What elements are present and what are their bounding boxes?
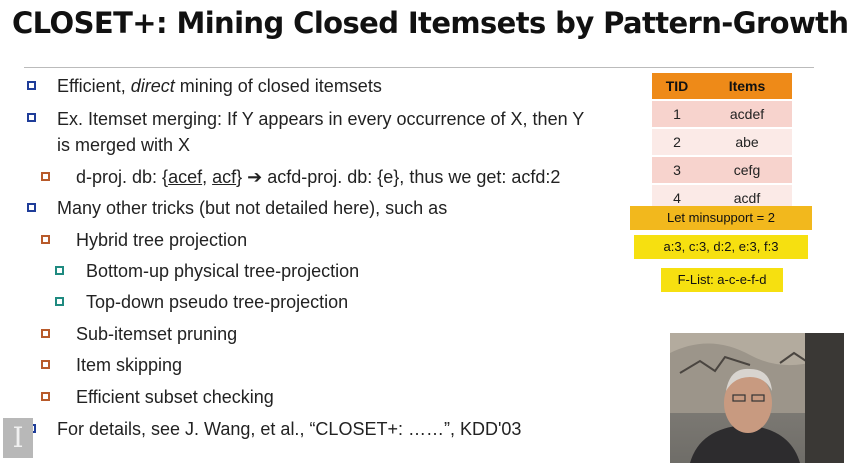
bullet-square-icon <box>55 297 64 306</box>
item-counts-box: a:3, c:3, d:2, e:3, f:3 <box>634 235 808 259</box>
bullet-square-icon <box>55 266 64 275</box>
bullet-text: } ➔ acfd-proj. db: {e}, thus we get: acfd:2 <box>236 167 561 187</box>
flist-box: F-List: a-c-e-f-d <box>661 268 783 292</box>
table-row <box>652 129 792 155</box>
bullet-square-icon <box>27 203 36 212</box>
bullet-bottom-up: Bottom-up physical tree-projection <box>86 261 360 281</box>
bullet-hybrid-tree: Hybrid tree projection <box>76 230 248 250</box>
bullet-details-ref: For details, see J. Wang, et al., “CLOSET+: ……”, KDD'03 <box>57 419 522 439</box>
cell-tid: 3 <box>652 157 702 183</box>
title-divider <box>24 67 814 68</box>
underlined-itemset: acf <box>212 167 237 187</box>
bullet-square-icon <box>27 81 36 90</box>
bullet-other-tricks: Many other tricks (but not detailed here), such as <box>57 198 448 218</box>
cell-items: cefg <box>702 157 792 183</box>
cell-items: acdef <box>702 101 792 127</box>
bullet-text: Efficient, <box>57 76 131 96</box>
bullet-square-icon <box>41 172 50 181</box>
bullet-itemset-merging-cont: is merged with X <box>57 135 191 155</box>
bullet-subset-checking: Efficient subset checking <box>76 387 274 407</box>
presenter-video <box>670 333 844 463</box>
table-header-row <box>652 73 792 99</box>
cell-tid: 4 <box>652 185 702 211</box>
bullet-emphasis: direct <box>130 76 175 96</box>
bullet-direct-mining <box>57 75 382 97</box>
bullet-text: , <box>202 167 213 187</box>
bullet-square-icon <box>27 113 36 122</box>
bullet-itemset-merging: Ex. Itemset merging: If Y appears in every occurrence of X, then Y <box>57 109 585 129</box>
col-header-items: Items <box>702 73 792 99</box>
minsupport-box: Let minsupport = 2 <box>630 206 812 230</box>
cell-tid: 2 <box>652 129 702 155</box>
underlined-itemset: acef <box>168 167 203 187</box>
cell-items: abe <box>702 129 792 155</box>
bullet-square-icon <box>41 392 50 401</box>
bullet-sub-itemset: Sub-itemset pruning <box>76 324 238 344</box>
table-row <box>652 101 792 127</box>
bullet-square-icon <box>41 360 50 369</box>
table-row <box>652 157 792 183</box>
channel-logo: I <box>3 418 33 458</box>
bullet-item-skipping: Item skipping <box>76 355 183 375</box>
bullet-top-down: Top-down pseudo tree-projection <box>86 292 349 312</box>
col-header-tid: TID <box>652 73 702 99</box>
presenter-video-frame <box>670 333 844 463</box>
slide-title: CLOSET+: Mining Closed Itemsets by Pattern-Growth <box>12 6 848 40</box>
bullet-text: mining of closed itemsets <box>174 76 382 96</box>
bullet-proj-example <box>76 166 560 188</box>
cell-tid: 1 <box>652 101 702 127</box>
bullet-text: d-proj. db: { <box>76 167 169 187</box>
bullet-square-icon <box>41 235 50 244</box>
cell-items: acdf <box>702 185 792 211</box>
transaction-table <box>652 71 792 213</box>
bullet-square-icon <box>41 329 50 338</box>
